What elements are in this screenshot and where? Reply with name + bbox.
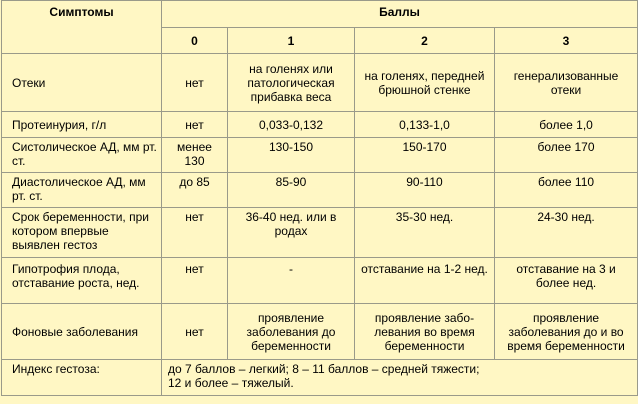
index-label: Индекс гестоза:	[2, 360, 162, 396]
table-row	[2, 54, 638, 112]
score-2-cell: 90-110	[355, 173, 495, 208]
index-description	[162, 360, 638, 396]
symptom-cell: Систолическое АД, мм рт. ст.	[2, 138, 162, 173]
table-row	[2, 138, 638, 173]
symptom-cell: Срок беременности, при котором впервые выявлен гестоз	[2, 208, 162, 258]
score-0-cell: до 85	[162, 173, 228, 208]
gestosis-score-table	[1, 0, 638, 396]
symptom-cell: Гипотрофия плода, отставание роста, нед.	[2, 258, 162, 304]
header-score-0: 0	[162, 28, 228, 54]
table-row	[2, 173, 638, 208]
score-1-cell: 36-40 нед. или в родах	[228, 208, 355, 258]
score-0-cell: нет	[162, 112, 228, 138]
score-1-cell: проявление заболевания до беременности	[228, 304, 355, 360]
score-1-cell: -	[228, 258, 355, 304]
score-1-cell: 0,033-0,132	[228, 112, 355, 138]
table-row	[2, 208, 638, 258]
index-line-2: 12 и более – тяжелый.	[168, 376, 294, 390]
header-symptoms: Симптомы	[2, 1, 162, 54]
score-1-cell: на голенях или патологическая прибавка веса	[228, 54, 355, 112]
score-0-cell: менее 130	[162, 138, 228, 173]
score-3-cell: проявление заболевания до и во время беременности	[495, 304, 638, 360]
score-2-cell: проявление забо-левания во время беременности	[355, 304, 495, 360]
header-score-3: 3	[495, 28, 638, 54]
table-row	[2, 258, 638, 304]
score-0-cell: нет	[162, 304, 228, 360]
header-points: Баллы	[162, 1, 638, 28]
index-row	[2, 360, 638, 396]
score-3-cell: более 1,0	[495, 112, 638, 138]
symptom-cell: Протеинурия, г/л	[2, 112, 162, 138]
score-3-cell: более 170	[495, 138, 638, 173]
header-score-1: 1	[228, 28, 355, 54]
score-3-cell: более 110	[495, 173, 638, 208]
table-row	[2, 112, 638, 138]
header-score-2: 2	[355, 28, 495, 54]
score-2-cell: на голенях, передней брюшной стенке	[355, 54, 495, 112]
score-3-cell: 24-30 нед.	[495, 208, 638, 258]
symptom-cell: Диастолическое АД, мм рт. ст.	[2, 173, 162, 208]
score-3-cell: генерализованные отеки	[495, 54, 638, 112]
score-0-cell: нет	[162, 54, 228, 112]
score-2-cell: 35-30 нед.	[355, 208, 495, 258]
score-2-cell: 0,133-1,0	[355, 112, 495, 138]
score-0-cell: нет	[162, 208, 228, 258]
score-2-cell: отставание на 1-2 нед.	[355, 258, 495, 304]
score-0-cell: нет	[162, 258, 228, 304]
symptom-cell: Фоновые заболевания	[2, 304, 162, 360]
index-line-1: до 7 баллов – легкий; 8 – 11 баллов – средней тяжести;	[168, 362, 480, 376]
table-row	[2, 304, 638, 360]
symptom-cell: Отеки	[2, 54, 162, 112]
header-row-top	[2, 1, 638, 28]
score-1-cell: 130-150	[228, 138, 355, 173]
score-1-cell: 85-90	[228, 173, 355, 208]
score-2-cell: 150-170	[355, 138, 495, 173]
score-3-cell: отставание на 3 и более нед.	[495, 258, 638, 304]
